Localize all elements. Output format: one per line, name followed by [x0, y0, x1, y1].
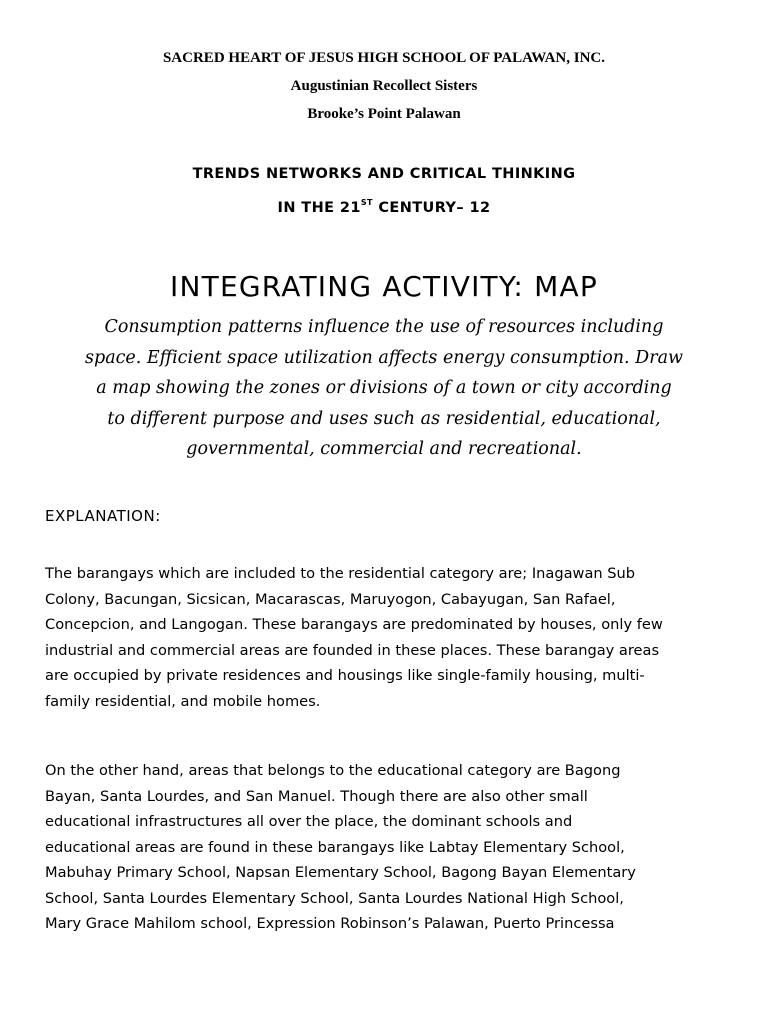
paragraph-line: School, Santa Lourdes Elementary School, Santa Lourdes National High School,	[45, 889, 624, 907]
paragraph-line: educational areas are found in these barangays like Labtay Elementary School,	[45, 838, 625, 856]
school-location: Brooke’s Point Palawan	[307, 106, 461, 122]
explanation-label: EXPLANATION:	[45, 507, 161, 525]
course-grade-suffix: CENTURY– 12	[372, 200, 491, 216]
paragraph-line: educational infrastructures all over the place, the dominant schools and	[45, 813, 573, 830]
course-grade-superscript: ST	[360, 198, 373, 207]
educational-paragraph	[45, 758, 735, 937]
instruction-line: governmental, commercial and recreational.	[186, 439, 582, 459]
instruction-line: space. Efficient space utilization affects energy consumption. Draw	[85, 347, 683, 368]
residential-paragraph	[45, 561, 735, 714]
activity-title: INTEGRATING ACTIVITY: MAP	[170, 270, 598, 303]
paragraph-line: are occupied by private residences and housings like single-family housing, multi-	[45, 667, 645, 684]
activity-instructions	[40, 312, 728, 465]
course-grade-prefix: IN THE 21	[277, 200, 361, 216]
instruction-line: a map showing the zones or divisions of a town or city according	[96, 378, 672, 398]
course-title: TRENDS NETWORKS AND CRITICAL THINKING	[192, 166, 576, 182]
paragraph-line: Mary Grace Mahilom school, Expression Robinson’s Palawan, Puerto Princessa	[45, 915, 615, 932]
paragraph-line: Mabuhay Primary School, Napsan Elementary School, Bagong Bayan Elementary	[45, 864, 636, 881]
paragraph-line: Colony, Bacungan, Sicsican, Macarascas, Maruyogon, Cabayugan, San Rafael,	[45, 590, 616, 608]
paragraph-line: Concepcion, and Langogan. These barangays are predominated by houses, only few	[45, 616, 663, 633]
school-order: Augustinian Recollect Sisters	[290, 78, 478, 94]
paragraph-line: Bayan, Santa Lourdes, and San Manuel. Though there are also other small	[45, 787, 588, 805]
paragraph-line: family residential, and mobile homes.	[45, 692, 321, 710]
paragraph-line: On the other hand, areas that belongs to the educational category are Bagong	[45, 762, 621, 779]
school-name: SACRED HEART OF JESUS HIGH SCHOOL OF PALAWAN, INC.	[162, 50, 606, 66]
instruction-line: to different purpose and uses such as residential, educational,	[107, 408, 661, 429]
instruction-line: Consumption patterns influence the use of resources including	[104, 317, 664, 337]
course-grade	[0, 198, 768, 218]
paragraph-line: industrial and commercial areas are founded in these places. These barangay areas	[45, 641, 660, 659]
paragraph-line: The barangays which are included to the residential category are; Inagawan Sub	[45, 565, 636, 582]
